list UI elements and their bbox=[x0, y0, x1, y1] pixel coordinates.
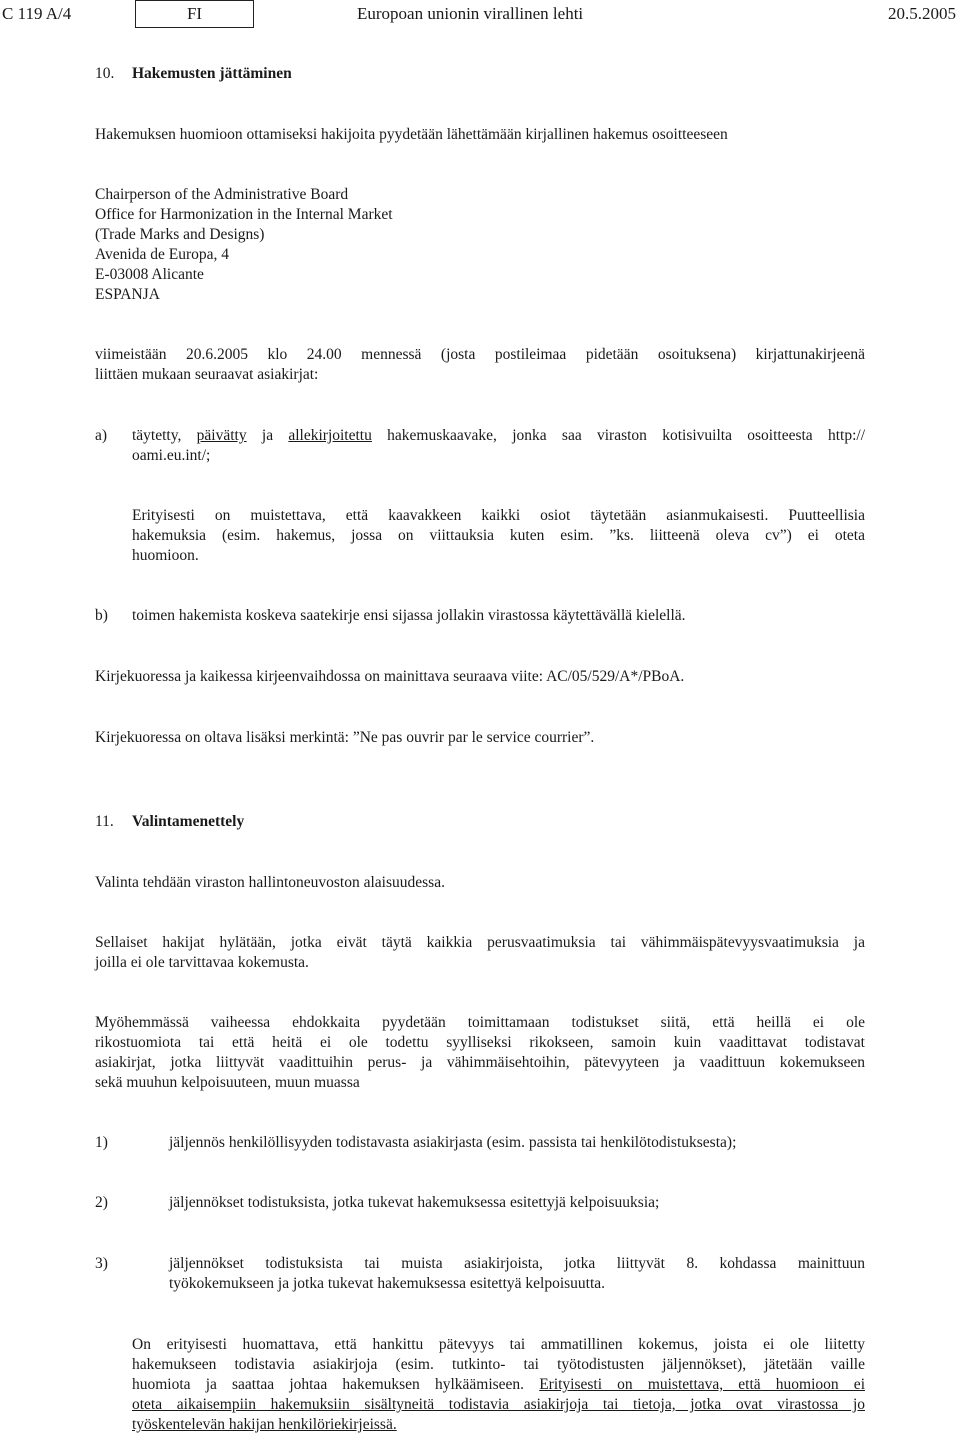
item-label: 1) bbox=[95, 1134, 108, 1151]
address-line: Office for Harmonization in the Internal Market bbox=[95, 206, 393, 223]
address-line: ESPANJA bbox=[95, 286, 160, 303]
numbered-item-1: 1) jäljennös henkilöllisyyden todistavasta asiakirjasta (esim. passista tai henkilötodistuksesta); bbox=[95, 1134, 737, 1151]
item-label: a) bbox=[95, 427, 108, 444]
item-label: 3) bbox=[95, 1255, 108, 1272]
item-a-note: Erityisesti on muistettava, että kaavakkeen kaikki osiot täytetään asianmukaisesti. Puutteellisia hakemuksia (esim. hakemus, jossa on viittauksia kuten esim. ”ks. liitteenä oleva cv”) ei oteta huomioon. bbox=[132, 507, 865, 564]
postal-address bbox=[95, 185, 865, 305]
selection-paragraph-3: Myöhemmässä vaiheessa ehdokkaita pyydetään toimittamaan todistukset siitä, että heillä ei ole rikostuomiota tai että heitä ei ole todettu syylliseksi rikokseen, samoin kuin vaadittavat todistavat asiakirjat, jotka liittyvät vaadittuihin perus- ja vähimmäisehtoihin, pätevyyteen ja vaadittuun kokemukseen sekä muuhun kelpoisuuteen, muun muassa bbox=[95, 1014, 865, 1091]
page-header bbox=[0, 0, 960, 32]
section-number: 10. bbox=[95, 65, 115, 82]
selection-paragraph-1: Valinta tehdään viraston hallintoneuvoston alaisuudessa. bbox=[95, 874, 445, 891]
section-11-heading bbox=[95, 812, 865, 832]
journal-code: C 119 A/4 bbox=[2, 4, 72, 23]
list-item-b: b) toimen hakemista koskeva saatekirje ensi sijassa jollakin virastossa käytettävällä kielellä. bbox=[95, 607, 686, 624]
numbered-item-2: 2) jäljennökset todistuksista, jotka tukevat hakemuksessa esitettyjä kelpoisuuksia; bbox=[95, 1194, 660, 1211]
reference-paragraph: Kirjekuoressa ja kaikessa kirjeenvaihdossa on mainittava seuraava viite: AC/05/529/A*/PBoA. bbox=[95, 668, 685, 685]
address-line: (Trade Marks and Designs) bbox=[95, 226, 265, 243]
deadline-paragraph: viimeistään 20.6.2005 klo 24.00 mennessä (josta postileimaa pidetään osoituksena) kirjattunakirjeenä liittäen mukaan seuraavat asiakirjat: bbox=[95, 346, 865, 383]
address-line: Avenida de Europa, 4 bbox=[95, 246, 229, 263]
numbered-item-3: 3) jäljennökset todistuksista tai muista asiakirjoista, jotka liittyvät 8. kohdassa mainittuun työkokemukseen ja jotka tukevat hakemuksessa esitettyä kelpoisuutta. bbox=[95, 1255, 865, 1292]
section-number: 11. bbox=[95, 813, 114, 830]
envelope-mark-paragraph: Kirjekuoressa on oltava lisäksi merkintä: ”Ne pas ouvrir par le service courrier”. bbox=[95, 729, 595, 746]
item-label: b) bbox=[95, 607, 108, 624]
publication-date: 20.5.2005 bbox=[888, 4, 956, 23]
item-label: 2) bbox=[95, 1194, 108, 1211]
section-title: Valintamenettely bbox=[132, 813, 245, 830]
selection-paragraph-2: Sellaiset hakijat hylätään, jotka eivät täytä kaikkia perusvaatimuksia tai vähimmäispätevyysvaatimuksia ja joilla ei ole tarvittavaa kokemusta. bbox=[95, 934, 865, 971]
section-title: Hakemusten jättäminen bbox=[132, 65, 292, 82]
language-box: FI bbox=[135, 0, 254, 28]
list-item-a: a) täytetty, päivätty ja allekirjoitettu hakemuskaavake, jonka saa viraston kotisivuilta osoitteesta http:// oami.eu.int/; bbox=[95, 427, 866, 464]
address-line: Chairperson of the Administrative Board bbox=[95, 186, 349, 203]
section-10-heading bbox=[95, 64, 865, 84]
journal-title: Europoan unionin virallinen lehti bbox=[357, 4, 584, 23]
final-paragraph: On erityisesti huomattava, että hankittu pätevyys tai ammatillinen kokemus, joista ei ole liitetty hakemukseen todistavia asiakirjoja (esim. tutkinto- tai työtodistusten jäljennökset), jätetään vaille huomiota ja saattaa johtaa hakemuksen hylkäämiseen. Erityisesti on muistettava, että huomioon ei oteta aikaisempiin hakemuksiin sisältyneitä todistavia asiakirjoja tai tietoja, jotka ovat virastossa jo työskentelevän hakijan henkilöriekirjeissä. bbox=[132, 1336, 865, 1433]
intro-paragraph: Hakemuksen huomioon ottamiseksi hakijoita pyydetään lähettämään kirjallinen hakemus osoitteeseen bbox=[95, 126, 728, 143]
address-line: E-03008 Alicante bbox=[95, 266, 204, 283]
